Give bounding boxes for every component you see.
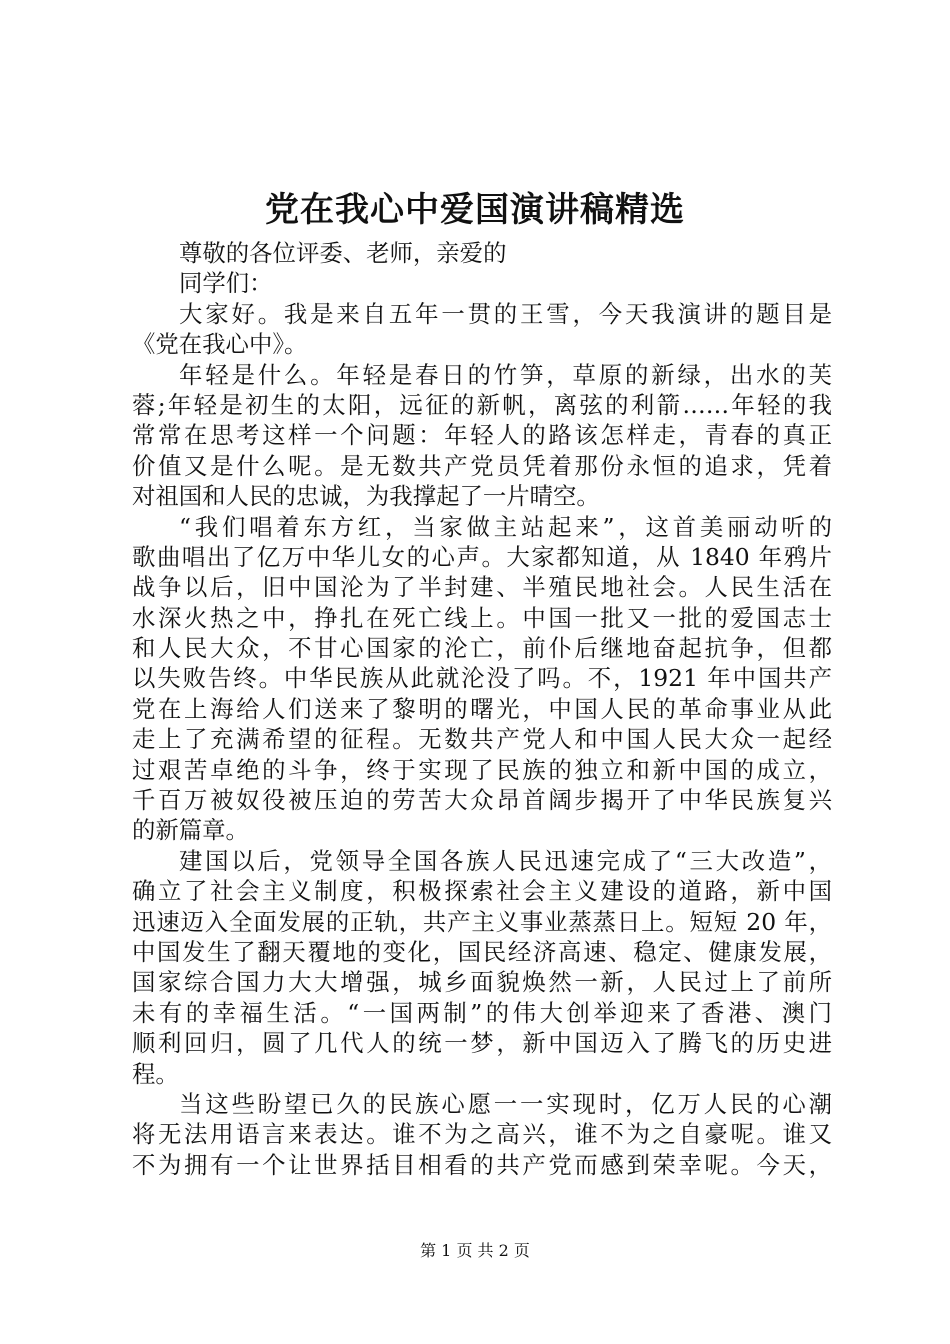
body-line: “我们唱着东方红，当家做主站起来”，这首美丽动听的 — [179, 512, 832, 541]
document-title: 党在我心中爱国演讲稿精选 — [265, 190, 685, 230]
body-line: 歌曲唱出了亿万中华儿女的心声。大家都知道，从 1840 年鸦片 — [132, 542, 832, 571]
page-footer: 第 1 页 共 2 页 — [420, 1241, 530, 1260]
body-line: 尊敬的各位评委、老师，亲爱的 — [179, 239, 507, 267]
body-line: 《党在我心中》。 — [132, 330, 308, 359]
body-line: 水深火热之中，挣扎在死亡线上。中国一批又一批的爱国志士 — [132, 603, 832, 632]
body-line: 的新篇章。 — [132, 816, 249, 845]
body-line: 党在上海给人们送来了黎明的曙光，中国人民的革命事业从此 — [132, 694, 832, 723]
body-line: 以失败告终。中华民族从此就沦没了吗。不，1921 年中国共产 — [132, 664, 832, 693]
body-line: 年轻是什么。年轻是春日的竹笋，草原的新绿，出水的芙 — [179, 360, 832, 389]
body-line: 中国发生了翻天覆地的变化，国民经济高速、稳定、健康发展， — [132, 937, 832, 966]
body-line: 过艰苦卓绝的斗争，终于实现了民族的独立和新中国的成立， — [132, 755, 832, 784]
body-line: 蓉;年轻是初生的太阳，远征的新帆，离弦的利箭……年轻的我 — [132, 390, 832, 419]
body-line: 同学们： — [179, 269, 273, 298]
body-line: 走上了充满希望的征程。无数共产党人和中国人民大众一起经 — [132, 725, 832, 754]
body-line: 千百万被奴役被压迫的劳苦大众昂首阔步揭开了中华民族复兴 — [132, 786, 832, 815]
body-line: 战争以后，旧中国沦为了半封建、半殖民地社会。人民生活在 — [132, 573, 832, 602]
body-line: 将无法用语言来表达。谁不为之高兴，谁不为之自豪呢。谁又 — [132, 1120, 832, 1149]
body-line: 程。 — [132, 1059, 179, 1088]
body-line: 大家好。我是来自五年一贯的王雪，今天我演讲的题目是 — [179, 299, 832, 328]
body-line: 国家综合国力大大增强，城乡面貌焕然一新，人民过上了前所 — [132, 968, 832, 997]
body-line: 价值又是什么呢。是无数共产党员凭着那份永恒的追求，凭着 — [132, 451, 832, 480]
body-line: 不为拥有一个让世界括目相看的共产党而感到荣幸呢。今天， — [132, 1150, 832, 1179]
body-line: 未有的幸福生活。“一国两制”的伟大创举迎来了香港、澳门 — [132, 998, 832, 1027]
body-line: 当这些盼望已久的民族心愿一一实现时，亿万人民的心潮 — [179, 1089, 832, 1118]
body-line: 常常在思考这样一个问题：年轻人的路该怎样走，青春的真正 — [132, 421, 832, 450]
body-line: 对祖国和人民的忠诚，为我撑起了一片晴空。 — [132, 482, 600, 511]
body-line: 顺利回归，圆了几代人的统一梦，新中国迈入了腾飞的历史进 — [132, 1029, 832, 1058]
body-line: 建国以后，党领导全国各族人民迅速完成了“三大改造”， — [179, 846, 832, 875]
body-line: 迅速迈入全面发展的正轨，共产主义事业蒸蒸日上。短短 20 年， — [132, 907, 832, 936]
document-body — [132, 238, 832, 1180]
body-line: 和人民大众，不甘心国家的沦亡，前仆后继地奋起抗争，但都 — [132, 634, 832, 663]
body-line: 确立了社会主义制度，积极探索社会主义建设的道路，新中国 — [132, 877, 832, 906]
